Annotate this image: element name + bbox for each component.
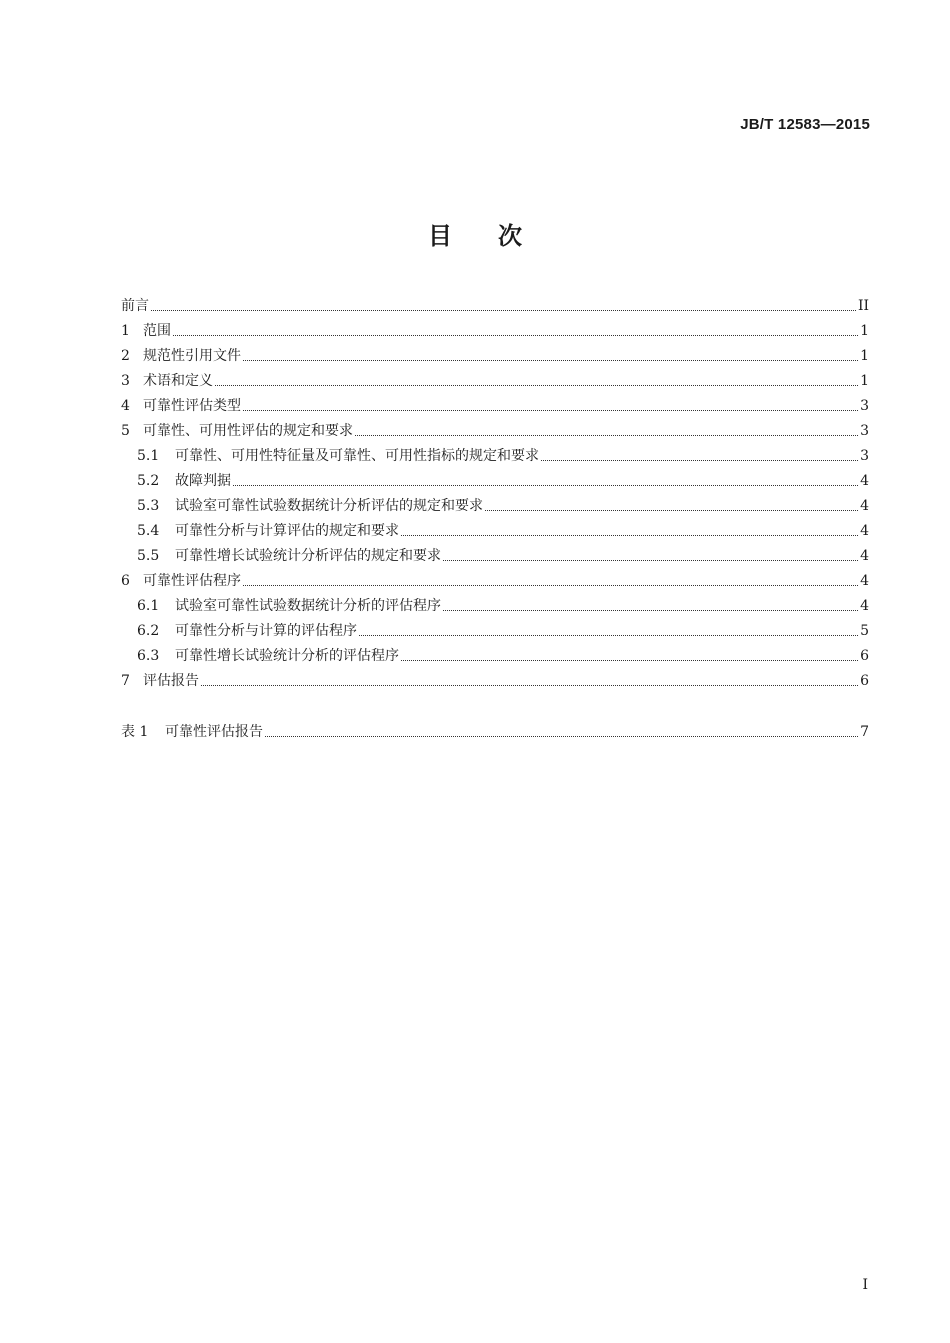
toc-entry-page: 1 xyxy=(860,348,869,364)
toc-entry-label: 故障判据 xyxy=(175,473,231,489)
toc-entry-label: 可靠性、可用性特征量及可靠性、可用性指标的规定和要求 xyxy=(175,448,539,464)
toc-entry-number: 6.2 xyxy=(137,623,160,639)
toc-entry-number: 5 xyxy=(121,423,130,439)
dot-leader xyxy=(355,434,858,436)
toc-entry-5-2[interactable] xyxy=(121,469,869,494)
toc-entry-1[interactable] xyxy=(121,319,869,344)
toc-entry-number: 5.2 xyxy=(137,473,160,489)
toc-entry-label: 试验室可靠性试验数据统计分析评估的规定和要求 xyxy=(175,498,483,514)
toc-entry-5[interactable] xyxy=(121,419,869,444)
dot-leader xyxy=(151,309,856,311)
dot-leader xyxy=(243,409,858,411)
toc-entry-page: 5 xyxy=(860,623,869,639)
dot-leader xyxy=(541,459,858,461)
dot-leader xyxy=(401,659,858,661)
dot-leader xyxy=(215,384,858,386)
toc-entry-page: 6 xyxy=(860,673,869,689)
toc-entry-number: 6 xyxy=(121,573,130,589)
toc-entry-number: 3 xyxy=(121,373,130,389)
page-title xyxy=(0,216,950,251)
toc-entry-label: 可靠性评估类型 xyxy=(143,398,241,414)
toc-entry-number: 6.1 xyxy=(137,598,160,614)
toc-entry-page: 3 xyxy=(860,448,869,464)
toc-entry-label: 可靠性分析与计算的评估程序 xyxy=(175,623,357,639)
dot-leader xyxy=(443,559,858,561)
table-of-contents xyxy=(121,294,869,694)
toc-entry-number: 5.5 xyxy=(137,548,160,564)
toc-entry-6[interactable] xyxy=(121,569,869,594)
toc-entry-page: 3 xyxy=(860,398,869,414)
toc-entry-6-2[interactable] xyxy=(121,619,869,644)
dot-leader xyxy=(265,735,858,737)
toc-entry-4[interactable] xyxy=(121,394,869,419)
toc-entry-number: 5.4 xyxy=(137,523,160,539)
table-entry-1[interactable] xyxy=(121,720,869,745)
toc-entry-5-1[interactable] xyxy=(121,444,869,469)
title-char-1: 目 xyxy=(428,222,452,250)
toc-entry-7[interactable] xyxy=(121,669,869,694)
toc-entry-page: 4 xyxy=(860,573,869,589)
toc-entry-page: 6 xyxy=(860,648,869,664)
toc-entry-page: 4 xyxy=(860,473,869,489)
toc-entry-6-1[interactable] xyxy=(121,594,869,619)
toc-entry-number: 4 xyxy=(121,398,130,414)
list-of-tables xyxy=(121,720,869,745)
toc-entry-page: II xyxy=(857,298,869,314)
toc-entry-3[interactable] xyxy=(121,369,869,394)
dot-leader xyxy=(401,534,858,536)
toc-entry-page: 3 xyxy=(860,423,869,439)
toc-entry-number: 5.1 xyxy=(137,448,160,464)
toc-entry-2[interactable] xyxy=(121,344,869,369)
toc-entry-number: 6.3 xyxy=(137,648,160,664)
dot-leader xyxy=(443,609,858,611)
toc-entry-page: 1 xyxy=(860,323,869,339)
toc-entry-6-3[interactable] xyxy=(121,644,869,669)
toc-entry-label: 可靠性增长试验统计分析评估的规定和要求 xyxy=(175,548,441,564)
dot-leader xyxy=(201,684,858,686)
toc-entry-page: 4 xyxy=(860,523,869,539)
toc-entry-page: 4 xyxy=(860,548,869,564)
table-entry-page: 7 xyxy=(860,724,869,740)
toc-entry-label: 术语和定义 xyxy=(143,373,213,389)
toc-entry-label: 试验室可靠性试验数据统计分析的评估程序 xyxy=(175,598,441,614)
toc-entry-5-5[interactable] xyxy=(121,544,869,569)
toc-entry-label: 规范性引用文件 xyxy=(143,348,241,364)
toc-entry-number: 1 xyxy=(121,323,130,339)
dot-leader xyxy=(359,634,858,636)
toc-entry-foreword[interactable] xyxy=(121,294,869,319)
toc-entry-label: 范围 xyxy=(143,323,171,339)
dot-leader xyxy=(485,509,858,511)
document-code: JB/T 12583—2015 xyxy=(740,116,870,133)
toc-entry-number: 7 xyxy=(121,673,130,689)
toc-entry-label: 前言 xyxy=(121,298,149,314)
dot-leader xyxy=(173,334,858,336)
title-char-2: 次 xyxy=(498,222,522,250)
table-entry-number: 表 1 xyxy=(121,724,149,740)
dot-leader xyxy=(243,359,858,361)
table-entry-label: 可靠性评估报告 xyxy=(165,724,263,740)
toc-entry-number: 5.3 xyxy=(137,498,160,514)
toc-entry-label: 可靠性评估程序 xyxy=(143,573,241,589)
toc-entry-label: 评估报告 xyxy=(143,673,199,689)
toc-entry-label: 可靠性、可用性评估的规定和要求 xyxy=(143,423,353,439)
dot-leader xyxy=(233,484,858,486)
toc-entry-page: 4 xyxy=(860,498,869,514)
toc-entry-page: 1 xyxy=(860,373,869,389)
toc-entry-5-3[interactable] xyxy=(121,494,869,519)
toc-entry-page: 4 xyxy=(860,598,869,614)
toc-entry-label: 可靠性增长试验统计分析的评估程序 xyxy=(175,648,399,664)
page-number: I xyxy=(862,1277,868,1293)
dot-leader xyxy=(243,584,858,586)
toc-entry-number: 2 xyxy=(121,348,130,364)
toc-entry-5-4[interactable] xyxy=(121,519,869,544)
toc-entry-label: 可靠性分析与计算评估的规定和要求 xyxy=(175,523,399,539)
